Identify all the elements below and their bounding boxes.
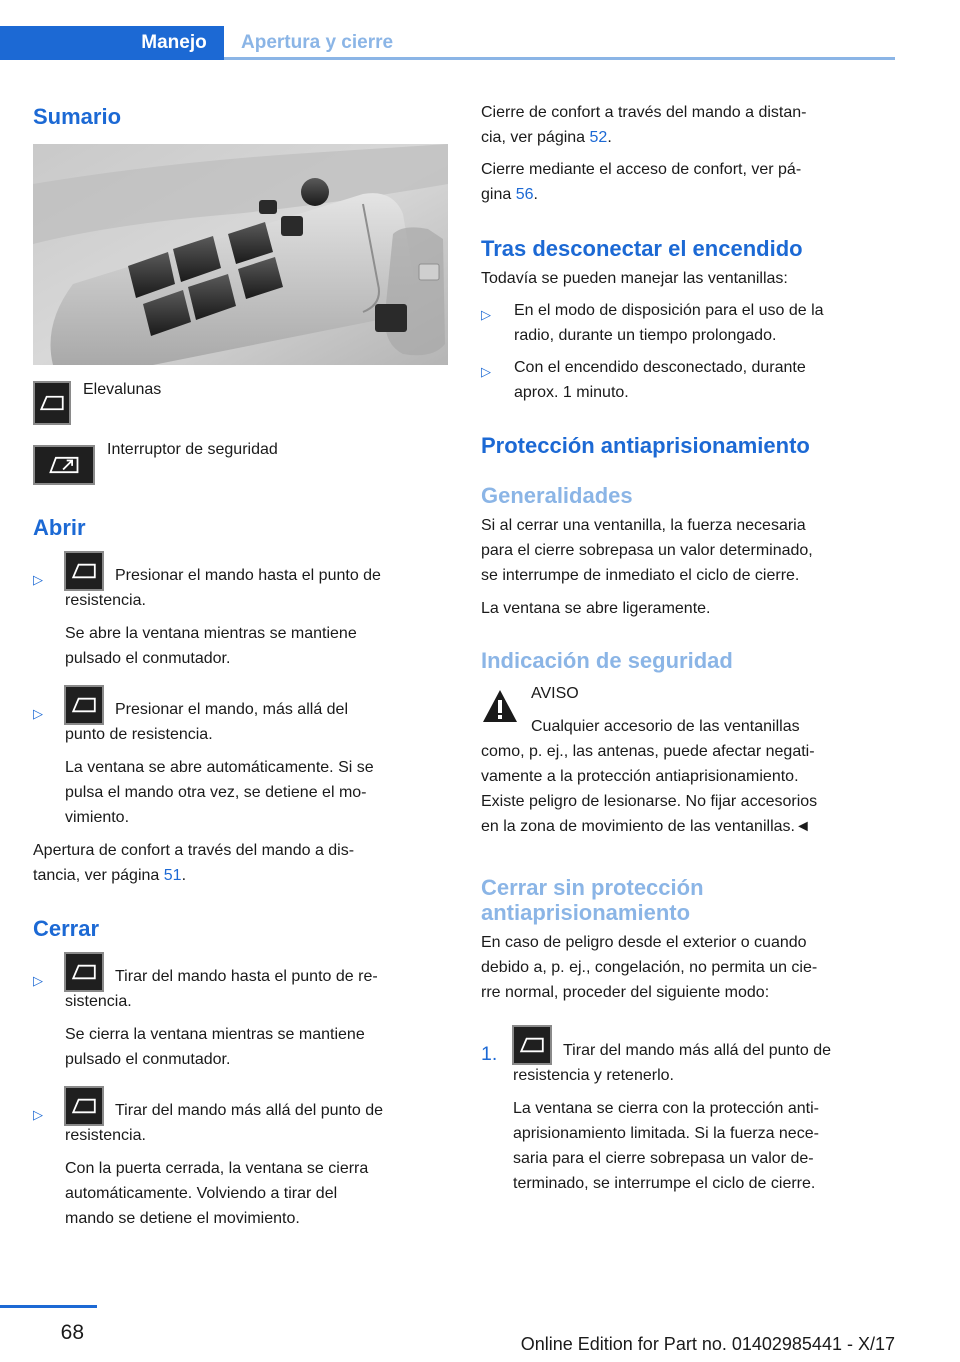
window-switch-photo [33, 144, 448, 365]
gen-p1-line: se interrumpe de inmediato el ciclo de cierre. [481, 567, 800, 584]
warning-icon [481, 688, 519, 724]
step1-line: resistencia y retenerlo. [513, 1067, 674, 1084]
header-accent [0, 26, 124, 60]
page-header [0, 26, 895, 62]
cerrar-item2-line: mando se detiene el movimiento. [65, 1210, 300, 1227]
cerrar-item1-line: sistencia. [65, 993, 132, 1010]
legend-elevalunas: Elevalunas [83, 381, 162, 398]
tras-item1-line: En el modo de disposición para el uso de la [514, 302, 824, 319]
section-title-sumario: Sumario [33, 104, 122, 129]
cerrar-item2-line: Tirar del mando más allá del punto de [115, 1102, 383, 1119]
cerrar-item2-line: resistencia. [65, 1127, 146, 1144]
window-icon [512, 1025, 552, 1065]
header-tab-manejo[interactable]: Manejo [124, 26, 224, 60]
abrir-item1-line: resistencia. [65, 592, 146, 609]
window-lock-icon [33, 445, 95, 485]
aviso-line: vamente a la protección antiaprisionamiento. [481, 768, 799, 785]
step1-line: saria para el cierre sobrepasa un valor de‐ [513, 1150, 814, 1167]
subsection-title-sin-proteccion: Cerrar sin protección [481, 875, 704, 900]
section-title-abrir: Abrir [33, 515, 86, 540]
window-icon [64, 685, 104, 725]
triangle-right-icon: ▷ [33, 973, 43, 988]
triangle-right-icon: ▷ [481, 364, 491, 379]
abrir-item2-line: punto de resistencia. [65, 726, 213, 743]
aviso-line: en la zona de movimiento de las ventanillas.◄ [481, 818, 811, 835]
step1-line: terminado, se interrumpe el ciclo de cierre. [513, 1175, 816, 1192]
abrir-confort-line: tancia, ver página 51. [33, 867, 187, 884]
abrir-item2-line: pulsa el mando otra vez, se detiene el mo‐ [65, 784, 367, 801]
step-number: 1. [481, 1043, 498, 1065]
abrir-item1-line: Presionar el mando hasta el punto de [115, 567, 381, 584]
step1-line: Tirar del mando más allá del punto de [563, 1042, 831, 1059]
abrir-item2-line: Presionar el mando, más allá del [115, 701, 349, 718]
cierre-acceso-text: gina [481, 186, 512, 203]
triangle-right-icon: ▷ [33, 706, 43, 721]
cierre-acceso-line: gina 56. [481, 186, 538, 203]
abrir-confort-text: tancia, ver página [33, 867, 160, 884]
tras-intro: Todavía se pueden manejar las ventanillas: [481, 270, 788, 287]
page-link-56[interactable]: 56 [515, 186, 534, 203]
footer-edition: Online Edition for Part no. 01402985441 - X/17 [520, 1334, 895, 1354]
aviso-label: AVISO [531, 685, 579, 702]
gen-p1-line: para el cierre sobrepasa un valor determinado, [481, 542, 813, 559]
cerrar-item1-line: Se cierra la ventana mientras se mantiene [65, 1026, 365, 1043]
tras-item2-line: aprox. 1 minuto. [514, 384, 629, 401]
abrir-item2-line: vimiento. [65, 809, 130, 826]
window-icon [64, 551, 104, 591]
cerrar-item2-line: Con la puerta cerrada, la ventana se cierra [65, 1160, 369, 1177]
window-icon [64, 952, 104, 992]
legend-seguridad: Interruptor de seguridad [107, 441, 278, 458]
abrir-item1-line: Se abre la ventana mientras se mantiene [65, 625, 357, 642]
abrir-confort-line: Apertura de confort a través del mando a dis‐ [33, 842, 355, 859]
window-icon [33, 381, 71, 425]
cierre-confort-line: Cierre de confort a través del mando a distan‐ [481, 104, 807, 121]
cierre-confort-line: cia, ver página 52. [481, 129, 612, 146]
sin-p-line: En caso de peligro desde el exterior o cuando [481, 934, 807, 951]
page-link-52[interactable]: 52 [589, 129, 608, 146]
page-number: 68 [60, 1321, 84, 1344]
subsection-title-generalidades: Generalidades [481, 483, 633, 508]
tras-item1-line: radio, durante un tiempo prolongado. [514, 327, 777, 344]
section-title-cerrar: Cerrar [33, 916, 100, 941]
subsection-title-indicacion: Indicación de seguridad [481, 648, 733, 673]
gen-p2: La ventana se abre ligeramente. [481, 600, 711, 617]
cierre-acceso-line: Cierre mediante el acceso de confort, ver pá‐ [481, 161, 802, 178]
cierre-confort-text: cia, ver página [481, 129, 586, 146]
triangle-right-icon: ▷ [481, 307, 491, 322]
aviso-line: Existe peligro de lesionarse. No fijar accesorios [481, 793, 818, 810]
cerrar-item1-line: pulsado el conmutador. [65, 1051, 231, 1068]
abrir-item1-line: pulsado el conmutador. [65, 650, 231, 667]
page-link-51[interactable]: 51 [163, 867, 182, 884]
triangle-right-icon: ▷ [33, 1107, 43, 1122]
triangle-right-icon: ▷ [33, 572, 43, 587]
section-title-proteccion: Protección antiaprisionamiento [481, 433, 810, 458]
sin-p-line: debido a, p. ej., congelación, no permita un cie‐ [481, 959, 818, 976]
tras-item2-line: Con el encendido desconectado, durante [514, 359, 806, 376]
step1-line: La ventana se cierra con la protección anti‐ [513, 1100, 819, 1117]
cerrar-item2-line: automáticamente. Volviendo a tirar del [65, 1185, 338, 1202]
aviso-line: como, p. ej., las antenas, puede afectar negati‐ [481, 743, 815, 760]
cerrar-item1-line: Tirar del mando hasta el punto de re‐ [115, 968, 378, 985]
window-icon [64, 1086, 104, 1126]
gen-p1-line: Si al cerrar una ventanilla, la fuerza necesaria [481, 517, 806, 534]
footer-accent-line [0, 1305, 97, 1308]
section-title-tras: Tras desconectar el encendido [481, 236, 803, 261]
header-tab-apertura[interactable]: Apertura y cierre [224, 26, 895, 60]
abrir-item2-line: La ventana se abre automáticamente. Si se [65, 759, 374, 776]
subsection-title-sin-proteccion: antiaprisionamiento [481, 900, 691, 925]
aviso-line: Cualquier accesorio de las ventanillas [531, 718, 800, 735]
sin-p-line: rre normal, proceder del siguiente modo: [481, 984, 770, 1001]
step1-line: aprisionamiento limitada. Si la fuerza nece‐ [513, 1125, 819, 1142]
